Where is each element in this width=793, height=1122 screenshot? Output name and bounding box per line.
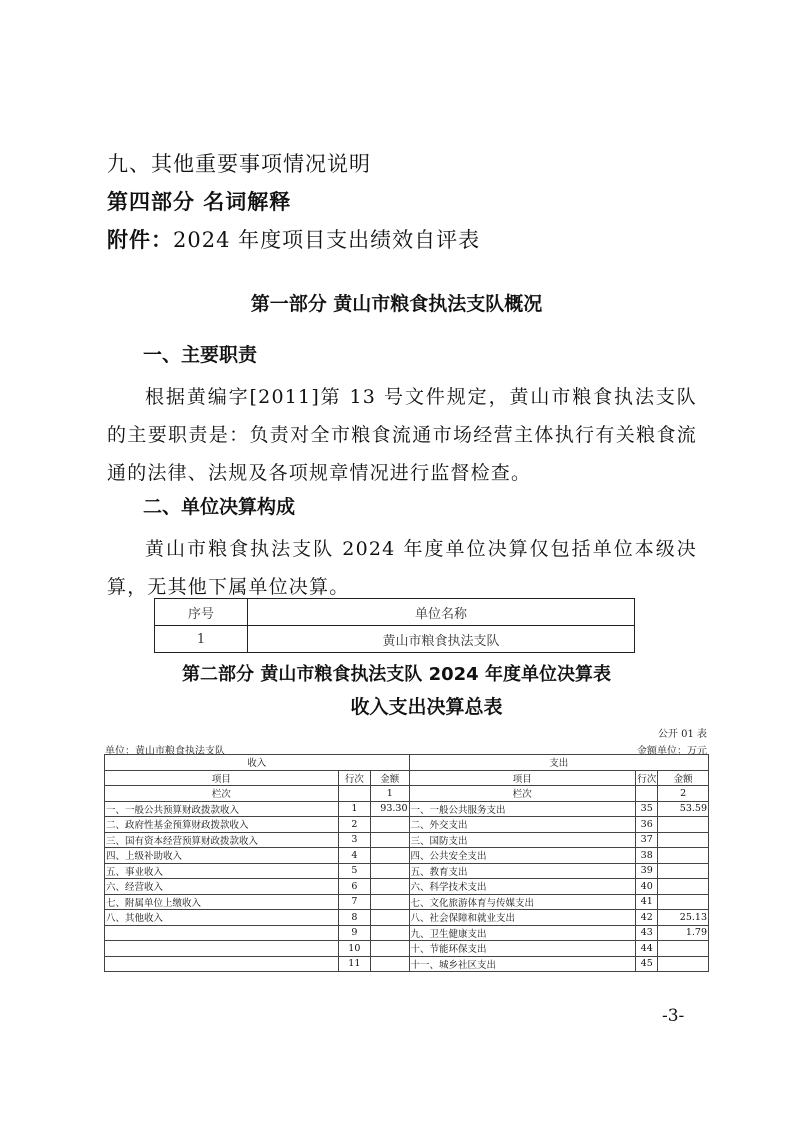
income-col-line: 行次 — [338, 770, 370, 786]
toc-part-4: 第四部分 名词解释 — [107, 190, 292, 214]
cell-seq: 1 — [155, 626, 248, 653]
income-col-amount: 金额 — [371, 770, 409, 786]
unit-composition-table — [154, 598, 635, 653]
form-number: 公开 01 表 — [657, 729, 707, 740]
income-expense-table — [104, 754, 709, 972]
cell-out-item: 八、社会保障和就业支出 — [409, 910, 636, 926]
cell-in-line: 1 — [338, 801, 370, 817]
cell-out-amount — [658, 879, 709, 895]
amount-unit: 金额单位：万元 — [637, 746, 707, 757]
cell-out-line: 44 — [636, 941, 658, 957]
cell-out-item: 九、卫生健康支出 — [409, 925, 636, 941]
income-col-item: 项目 — [105, 770, 339, 786]
table-row — [155, 626, 635, 653]
cell-unit-name: 黄山市粮食执法支队 — [248, 626, 635, 653]
expense-col-item: 项目 — [409, 770, 636, 786]
cell-out-item: 二、外交支出 — [409, 817, 636, 833]
column-number-row — [105, 786, 709, 802]
expense-row-label: 栏次 — [409, 786, 636, 802]
cell-out-item: 六、科学技术支出 — [409, 879, 636, 895]
attachment-label: 附件： — [107, 228, 173, 252]
cell-out-item: 四、公共安全支出 — [409, 848, 636, 864]
section1-text: 根据黄编字[2011]第 13 号文件规定，黄山市粮食执法支队的主要职责是：负责对全市粮食流通市场经营主体执行有关粮食流通的法律、法规及各项规章情况进行监督检查。 — [107, 386, 697, 484]
cell-in-item — [105, 925, 339, 941]
table-row — [105, 832, 709, 848]
income-header: 收入 — [105, 755, 410, 771]
table-row — [105, 817, 709, 833]
empty-cell — [338, 786, 370, 802]
toc-item-9: 九、其他重要事项情况说明 — [107, 152, 371, 176]
cell-out-amount — [658, 941, 709, 957]
cell-in-line: 8 — [338, 910, 370, 926]
table-row — [105, 848, 709, 864]
part2-title: 第二部分 黄山市粮食执法支队 2024 年度单位决算表 — [182, 664, 611, 685]
section1-title: 一、主要职责 — [143, 344, 258, 366]
cell-in-item: 二、政府性基金预算财政拨款收入 — [105, 817, 339, 833]
page-number: -3- — [662, 1006, 685, 1026]
empty-cell — [636, 786, 658, 802]
cell-in-line: 6 — [338, 879, 370, 895]
table-header-row — [155, 599, 635, 626]
cell-out-line: 41 — [636, 894, 658, 910]
cell-in-amount — [371, 956, 409, 972]
table-row — [105, 879, 709, 895]
expense-col-no: 2 — [658, 786, 709, 802]
cell-out-line: 35 — [636, 801, 658, 817]
table-row — [105, 956, 709, 972]
cell-out-line: 40 — [636, 879, 658, 895]
cell-out-line: 39 — [636, 863, 658, 879]
cell-in-line: 2 — [338, 817, 370, 833]
table-row — [105, 894, 709, 910]
cell-in-amount — [371, 894, 409, 910]
cell-out-item: 一、一般公共服务支出 — [409, 801, 636, 817]
column-header-row — [105, 770, 709, 786]
cell-out-amount — [658, 863, 709, 879]
cell-out-amount — [658, 956, 709, 972]
cell-out-amount — [658, 894, 709, 910]
income-col-no: 1 — [371, 786, 409, 802]
cell-in-amount — [371, 879, 409, 895]
cell-out-amount — [658, 817, 709, 833]
cell-in-item — [105, 941, 339, 957]
toc-attachment — [107, 224, 480, 254]
cell-in-item: 五、事业收入 — [105, 863, 339, 879]
cell-out-item: 七、文化旅游体育与传媒支出 — [409, 894, 636, 910]
expense-col-amount: 金额 — [658, 770, 709, 786]
header-unit-name: 单位名称 — [248, 599, 635, 626]
cell-in-amount — [371, 863, 409, 879]
cell-in-line: 5 — [338, 863, 370, 879]
cell-out-line: 42 — [636, 910, 658, 926]
cell-out-amount: 1.79 — [658, 925, 709, 941]
cell-in-line: 11 — [338, 956, 370, 972]
cell-out-amount: 25.13 — [658, 910, 709, 926]
cell-in-line: 10 — [338, 941, 370, 957]
cell-out-amount — [658, 832, 709, 848]
section2-text: 黄山市粮食执法支队 2024 年度单位决算仅包括单位本级决算，无其他下属单位决算。 — [107, 538, 697, 598]
cell-out-item: 十一、城乡社区支出 — [409, 956, 636, 972]
cell-in-item: 四、上级补助收入 — [105, 848, 339, 864]
unit-label: 单位：黄山市粮食执法支队 — [105, 746, 225, 757]
cell-out-line: 38 — [636, 848, 658, 864]
section-header-row — [105, 755, 709, 771]
cell-in-amount: 93.30 — [371, 801, 409, 817]
table-row — [105, 910, 709, 926]
cell-in-line: 3 — [338, 832, 370, 848]
cell-out-amount — [658, 848, 709, 864]
table-title: 收入支出决算总表 — [350, 696, 503, 718]
cell-out-item: 五、教育支出 — [409, 863, 636, 879]
cell-in-amount — [371, 817, 409, 833]
expense-col-line: 行次 — [636, 770, 658, 786]
attachment-text: 2024 年度项目支出绩效自评表 — [173, 228, 481, 252]
cell-in-line: 9 — [338, 925, 370, 941]
cell-in-item: 三、国有资本经营预算财政拨款收入 — [105, 832, 339, 848]
cell-out-item: 十、节能环保支出 — [409, 941, 636, 957]
part1-title: 第一部分 黄山市粮食执法支队概况 — [250, 293, 543, 315]
expense-header: 支出 — [409, 755, 709, 771]
cell-in-line: 4 — [338, 848, 370, 864]
cell-in-amount — [371, 941, 409, 957]
cell-out-item: 三、国防支出 — [409, 832, 636, 848]
cell-in-item: 七、附属单位上缴收入 — [105, 894, 339, 910]
cell-in-amount — [371, 848, 409, 864]
cell-in-item: 六、经营收入 — [105, 879, 339, 895]
header-seq: 序号 — [155, 599, 248, 626]
cell-in-amount — [371, 925, 409, 941]
cell-in-amount — [371, 832, 409, 848]
cell-out-line: 37 — [636, 832, 658, 848]
table-row — [105, 863, 709, 879]
cell-in-item: 八、其他收入 — [105, 910, 339, 926]
cell-in-item: 一、一般公共预算财政拨款收入 — [105, 801, 339, 817]
table-row — [105, 941, 709, 957]
cell-in-amount — [371, 910, 409, 926]
cell-in-item — [105, 956, 339, 972]
cell-out-amount: 53.59 — [658, 801, 709, 817]
table-row — [105, 801, 709, 817]
income-row-label: 栏次 — [105, 786, 339, 802]
table-row — [105, 925, 709, 941]
cell-out-line: 36 — [636, 817, 658, 833]
cell-out-line: 43 — [636, 925, 658, 941]
section2-title: 二、单位决算构成 — [143, 496, 296, 518]
cell-in-line: 7 — [338, 894, 370, 910]
cell-out-line: 45 — [636, 956, 658, 972]
